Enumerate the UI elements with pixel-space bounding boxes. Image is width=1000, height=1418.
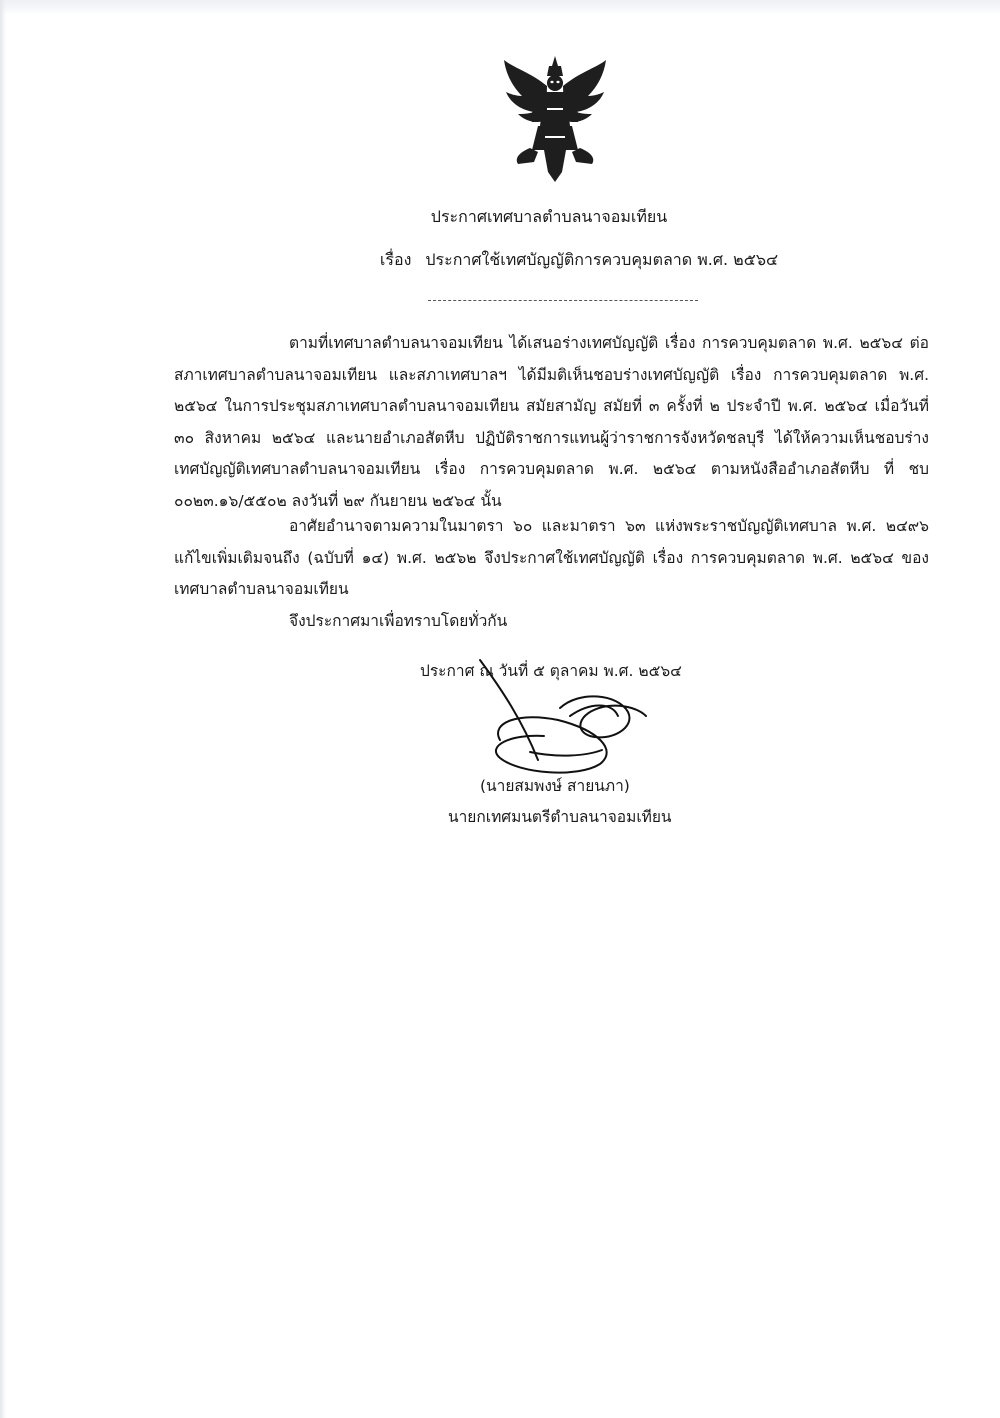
- signer-title: นายกเทศมนตรีตำบลนาจอมเทียน: [448, 808, 672, 826]
- signature-image: [440, 650, 680, 780]
- document-subject-line: [79, 249, 1000, 271]
- announcement-date: ประกาศ ณ วันที่ ๕ ตุลาคม พ.ศ. ๒๕๖๔: [420, 662, 682, 680]
- subject-text: ประกาศใช้เทศบัญญัติการควบคุมตลาด พ.ศ. ๒๕๖๔: [425, 250, 779, 269]
- closing-statement: จึงประกาศมาเพื่อทราบโดยทั่วกัน: [289, 612, 508, 630]
- scan-edge-left: [0, 0, 6, 1418]
- scan-edge-top: [0, 0, 1000, 16]
- dotted-divider: [428, 300, 698, 301]
- signer-name: (นายสมพงษ์ สายนภา): [480, 777, 630, 795]
- garuda-emblem-icon: [500, 52, 610, 184]
- body-paragraph-1: ตามที่เทศบาลตำบลนาจอมเทียน ได้เสนอร่างเทศบัญญัติ เรื่อง การควบคุมตลาด พ.ศ. ๒๕๖๔ ต่อสภาเทศบาลตำบลนาจอมเทียน และสภาเทศบาลฯ ได้มีมติเห็นชอบร่างเทศบัญญัติ เรื่อง การควบคุมตลาด พ.ศ. ๒๕๖๔ ในการประชุมสภาเทศบาลตำบลนาจอมเทียน สมัยสามัญ สมัยที่ ๓ ครั้งที่ ๒ ประจำปี พ.ศ. ๒๕๖๔ เมื่อวันที่ ๓๐ สิงหาคม ๒๕๖๔ และนายอำเภอสัตหีบ ปฏิบัติราชการแทนผู้ว่าราชการจังหวัดชลบุรี ได้ให้ความเห็นชอบร่างเทศบัญญัติเทศบาลตำบลนาจอมเทียน เรื่อง การควบคุมตลาด พ.ศ. ๒๕๖๔ ตามหนังสืออำเภอสัตหีบ ที่ ชบ ๐๐๒๓.๑๖/๕๕๐๒ ลงวันที่ ๒๙ กันยายน ๒๕๖๔ นั้น: [174, 334, 929, 510]
- subject-label: เรื่อง: [379, 250, 412, 269]
- document-title: ประกาศเทศบาลตำบลนาจอมเทียน: [430, 207, 668, 226]
- body-paragraph-2: อาศัยอำนาจตามความในมาตรา ๖๐ และมาตรา ๖๓ แห่งพระราชบัญญัติเทศบาล พ.ศ. ๒๔๙๖ แก้ไขเพิ่มเติมจนถึง (ฉบับที่ ๑๔) พ.ศ. ๒๕๖๒ จึงประกาศใช้เทศบัญญัติ เรื่อง การควบคุมตลาด พ.ศ. ๒๕๖๔ ของเทศบาลตำบลนาจอมเทียน: [174, 517, 929, 598]
